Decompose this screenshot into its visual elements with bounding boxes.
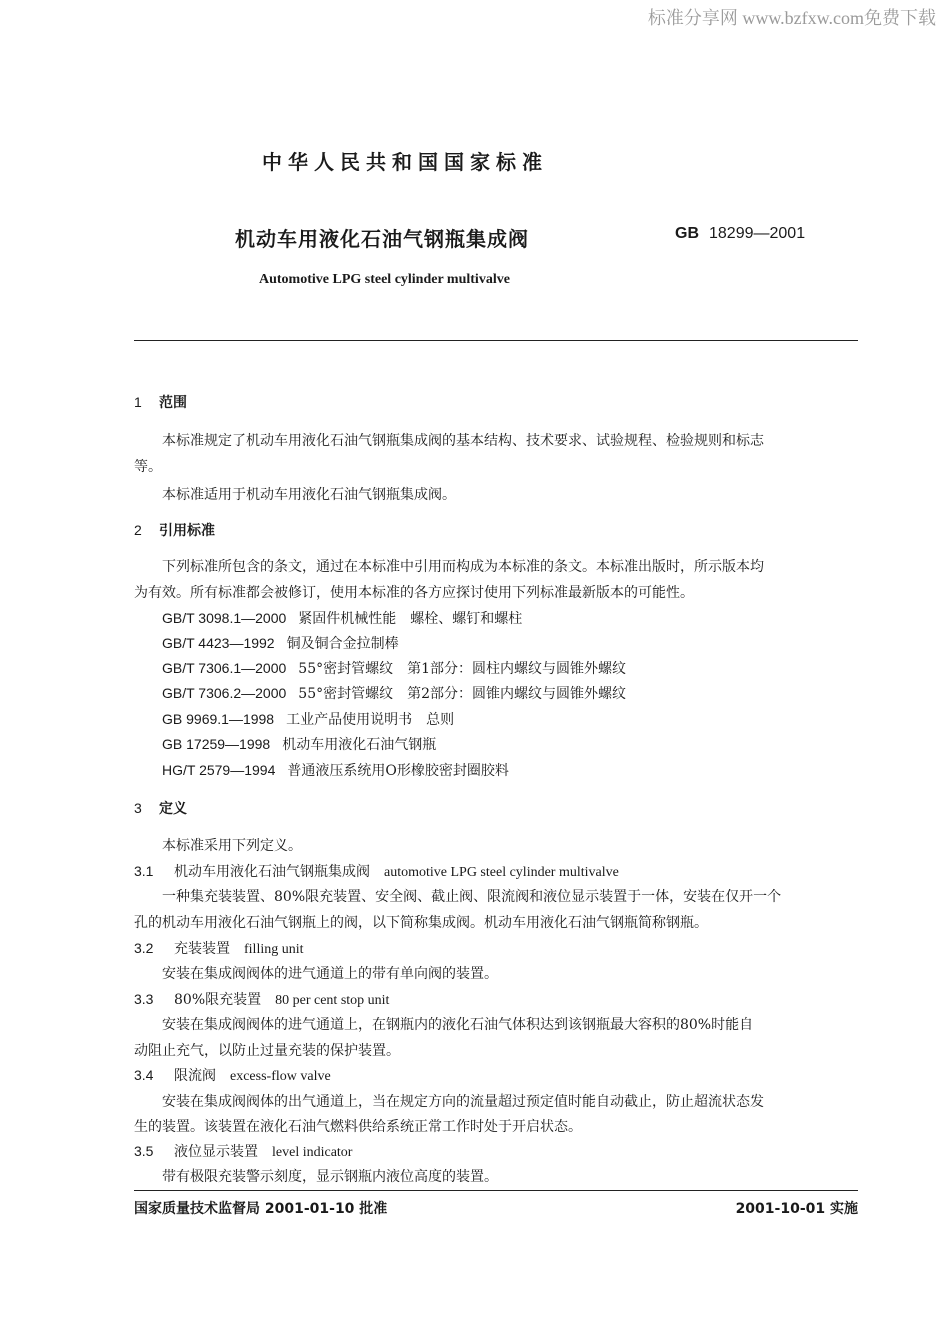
section-heading-scope bbox=[134, 392, 187, 412]
reference-code: GB/T 7306.1—2000 bbox=[162, 660, 287, 676]
definition-text-line: 带有极限充装警示刻度，显示钢瓶内液位高度的装置。 bbox=[162, 1169, 498, 1185]
definition-heading bbox=[134, 861, 619, 881]
section-number: 3 bbox=[134, 800, 142, 816]
reference-code: GB 17259—1998 bbox=[162, 736, 271, 752]
document-title-cn: 机动车用液化石油气钢瓶集成阀 bbox=[235, 227, 529, 251]
defs-intro: 本标准采用下列定义。 bbox=[162, 838, 302, 854]
reference-item bbox=[162, 633, 399, 653]
reference-code: GB/T 7306.2—2000 bbox=[162, 685, 287, 701]
section-number: 2 bbox=[134, 522, 142, 538]
reference-title: 机动车用液化石油气钢瓶 bbox=[282, 737, 437, 753]
reference-title: 工业产品使用说明书 总则 bbox=[286, 712, 455, 728]
definition-term-en: level indicator bbox=[272, 1145, 353, 1160]
reference-item bbox=[162, 683, 626, 703]
definition-text-line: 生的装置。该装置在液化石油气燃料供给系统正常工作时处于开启状态。 bbox=[134, 1119, 582, 1135]
section-title: 引用标准 bbox=[159, 523, 215, 539]
section-heading-references bbox=[134, 520, 215, 540]
document-title-en: Automotive LPG steel cylinder multivalve bbox=[259, 272, 510, 287]
refs-paragraph-line-2: 为有效。所有标准都会被修订，使用本标准的各方应探讨使用下列标准最新版本的可能性。 bbox=[134, 585, 694, 601]
definition-text-line: 安装在集成阀阀体的进气通道上的带有单向阀的装置。 bbox=[162, 966, 498, 982]
footer-divider bbox=[134, 1190, 858, 1191]
standard-code: 18299—2001 bbox=[709, 225, 806, 242]
reference-code: HG/T 2579—1994 bbox=[162, 762, 276, 778]
national-standard-title: 中华人民共和国国家标准 bbox=[262, 150, 548, 174]
definition-text-line: 一种集充装装置、80%限充装置、安全阀、截止阀、限流阀和液位显示装置于一体，安装在仅开一个 bbox=[162, 889, 782, 905]
section-number: 1 bbox=[134, 394, 142, 410]
definition-heading bbox=[134, 938, 304, 958]
reference-title: 55°密封管螺纹 第2部分：圆锥内螺纹与圆锥外螺纹 bbox=[298, 686, 627, 702]
definition-term-en: 80 per cent stop unit bbox=[275, 993, 390, 1008]
section-title: 定义 bbox=[159, 801, 187, 817]
reference-title: 紧固件机械性能 螺栓、螺钉和螺柱 bbox=[298, 611, 523, 627]
reference-code: GB/T 4423—1992 bbox=[162, 635, 275, 651]
reference-title: 铜及铜合金拉制棒 bbox=[286, 636, 399, 652]
definition-number: 3.3 bbox=[134, 991, 154, 1007]
scope-paragraph-2: 本标准适用于机动车用液化石油气钢瓶集成阀。 bbox=[162, 487, 456, 503]
reference-code: GB/T 3098.1—2000 bbox=[162, 610, 287, 626]
definition-term-cn: 充装装置 bbox=[174, 941, 230, 957]
reference-item bbox=[162, 658, 626, 678]
watermark: 标准分享网 www.bzfxw.com免费下载 bbox=[647, 8, 936, 28]
definition-term-cn: 机动车用液化石油气钢瓶集成阀 bbox=[174, 864, 370, 880]
refs-paragraph-line-1: 下列标准所包含的条文，通过在本标准中引用而构成为本标准的条文。本标准出版时，所示版本均 bbox=[162, 559, 764, 575]
section-heading-definitions bbox=[134, 798, 187, 818]
definition-text-line: 安装在集成阀阀体的出气通道上，当在规定方向的流量超过预定值时能自动截止，防止超流状态发 bbox=[162, 1094, 764, 1110]
definition-term-en: filling unit bbox=[244, 942, 304, 957]
definition-term-cn: 液位显示装置 bbox=[174, 1144, 258, 1160]
definition-term-en: excess-flow valve bbox=[230, 1069, 331, 1084]
definition-text-line: 孔的机动车用液化石油气钢瓶上的阀，以下简称集成阀。机动车用液化石油气钢瓶简称钢瓶。 bbox=[134, 915, 708, 931]
scope-paragraph-1-line-2: 等。 bbox=[134, 459, 162, 475]
definition-text-line: 安装在集成阀阀体的进气通道上，在钢瓶内的液化石油气体积达到该钢瓶最大容积的80%时能自 bbox=[162, 1017, 754, 1033]
reference-item bbox=[162, 760, 509, 780]
scope-paragraph-1-line-1: 本标准规定了机动车用液化石油气钢瓶集成阀的基本结构、技术要求、试验规程、检验规则和标志 bbox=[162, 433, 764, 449]
standard-prefix: GB bbox=[675, 225, 699, 242]
definition-number: 3.1 bbox=[134, 863, 154, 879]
header-divider bbox=[134, 340, 858, 341]
definition-term-cn: 限流阀 bbox=[174, 1068, 216, 1084]
definition-number: 3.4 bbox=[134, 1067, 154, 1083]
section-title: 范围 bbox=[159, 395, 187, 411]
definition-term-en: automotive LPG steel cylinder multivalve bbox=[384, 865, 619, 880]
definition-heading bbox=[134, 1141, 352, 1161]
definition-heading bbox=[134, 1065, 331, 1085]
reference-item bbox=[162, 734, 436, 754]
standard-number bbox=[675, 225, 805, 243]
reference-title: 55°密封管螺纹 第1部分：圆柱内螺纹与圆锥外螺纹 bbox=[298, 661, 627, 677]
reference-code: GB 9969.1—1998 bbox=[162, 711, 275, 727]
definition-number: 3.2 bbox=[134, 940, 154, 956]
definition-number: 3.5 bbox=[134, 1143, 154, 1159]
reference-title: 普通液压系统用O形橡胶密封圈胶料 bbox=[287, 763, 509, 779]
definition-text-line: 动阻止充气，以防止过量充装的保护装置。 bbox=[134, 1043, 400, 1059]
approval-date: 国家质量技术监督局 2001-01-10 批准 bbox=[134, 1201, 388, 1217]
reference-item bbox=[162, 608, 522, 628]
effective-date: 2001-10-01 实施 bbox=[735, 1201, 858, 1217]
definition-term-cn: 80%限充装置 bbox=[174, 992, 262, 1008]
definition-heading bbox=[134, 989, 389, 1009]
reference-item bbox=[162, 709, 454, 729]
